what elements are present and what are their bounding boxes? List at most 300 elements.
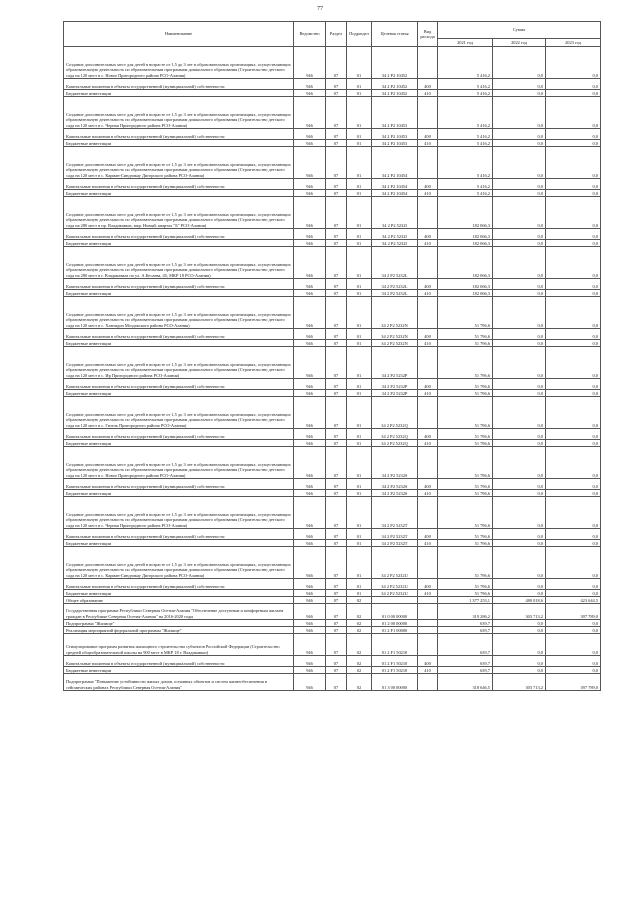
cell-2023: 0,0 (546, 497, 601, 529)
cell-target: 34 2 P2 5232T (372, 529, 418, 540)
cell-2023: 0,0 (546, 297, 601, 329)
header-dept: Ведомство (294, 22, 326, 47)
cell-subsection: 01 (347, 297, 372, 329)
cell-2023: 0,0 (546, 97, 601, 129)
cell-2023: 0,0 (546, 240, 601, 247)
cell-target: 34 2 P2 10452 (372, 79, 418, 90)
cell-2023: 0,0 (546, 547, 601, 579)
cell-expense-type: 400 (418, 656, 438, 667)
cell-2021: 639,7 (438, 620, 493, 627)
cell-name: Общее образование (64, 597, 294, 604)
cell-2021: 51 796,6 (438, 390, 493, 397)
cell-expense-type (418, 97, 438, 129)
cell-subsection: 02 (347, 627, 372, 634)
cell-dept: 946 (294, 140, 326, 147)
cell-name: Бюджетные инвестиции (64, 667, 294, 674)
cell-name: Капитальные вложения в объекты государственной (муниципальной) собственности (64, 229, 294, 240)
cell-name: Бюджетные инвестиции (64, 390, 294, 397)
cell-target: 34 2 P2 5232I (372, 229, 418, 240)
cell-dept: 946 (294, 597, 326, 604)
cell-dept: 946 (294, 447, 326, 479)
table-row (64, 529, 601, 540)
cell-2021: 51 796,6 (438, 429, 493, 440)
cell-expense-type (418, 620, 438, 627)
cell-expense-type (418, 47, 438, 79)
cell-section: 07 (326, 47, 347, 79)
cell-section: 07 (326, 340, 347, 347)
cell-dept: 946 (294, 129, 326, 140)
cell-2022: 0,0 (493, 229, 546, 240)
cell-section: 07 (326, 447, 347, 479)
cell-name: Создание дополнительных мест для детей в возрасте от 1,5 до 3 лет в образовательных организациях, осуществляющих образовательную деятельность по образовательным программам дошкольного образования (Строительство детского сада на 120 мест в с. Ир Пригородного района РСО-Алания) (64, 347, 294, 379)
cell-2021: 5 416,2 (438, 147, 493, 179)
table-row (64, 634, 601, 656)
table-row (64, 597, 601, 604)
cell-subsection: 01 (347, 340, 372, 347)
cell-dept: 946 (294, 490, 326, 497)
cell-target: 34 2 P2 5232Q (372, 429, 418, 440)
cell-expense-type: 410 (418, 290, 438, 297)
cell-2022: 0,0 (493, 347, 546, 379)
cell-name: Подпрограмма "Жилище" (64, 620, 294, 627)
cell-target: 34 2 P2 5232U (372, 590, 418, 597)
cell-section: 07 (326, 179, 347, 190)
cell-target: 34 2 P2 10453 (372, 129, 418, 140)
cell-2022: 0,0 (493, 47, 546, 79)
cell-target: 34 2 P2 5232S (372, 447, 418, 479)
cell-2023: 0,0 (546, 347, 601, 379)
cell-section: 07 (326, 290, 347, 297)
cell-2021: 51 796,6 (438, 547, 493, 579)
cell-name: Капитальные вложения в объекты государственной (муниципальной) собственности (64, 179, 294, 190)
cell-subsection: 01 (347, 529, 372, 540)
cell-section: 07 (326, 190, 347, 197)
cell-2023: 0,0 (546, 620, 601, 627)
cell-target: 34 2 P2 5232T (372, 540, 418, 547)
cell-subsection: 02 (347, 620, 372, 627)
cell-name: Капитальные вложения в объекты государственной (муниципальной) собственности (64, 529, 294, 540)
cell-name: Капитальные вложения в объекты государственной (муниципальной) собственности (64, 579, 294, 590)
cell-section: 07 (326, 147, 347, 179)
cell-2022: 0,0 (493, 129, 546, 140)
cell-subsection: 01 (347, 347, 372, 379)
cell-2022: 0,0 (493, 397, 546, 429)
cell-subsection: 01 (347, 540, 372, 547)
cell-2022: 0,0 (493, 297, 546, 329)
cell-2021: 51 796,6 (438, 479, 493, 490)
cell-subsection: 01 (347, 240, 372, 247)
cell-expense-type (418, 674, 438, 691)
cell-2021: 5 416,2 (438, 129, 493, 140)
cell-name: Стимулирование программ развития жилищного строительства субъектов Российской Федерации (Строительство средней общеобразовательной школы на 900 мест в МКР 18 г. Владикавказ) (64, 634, 294, 656)
cell-dept: 946 (294, 397, 326, 429)
budget-table (63, 21, 601, 691)
cell-dept: 946 (294, 240, 326, 247)
cell-dept: 946 (294, 590, 326, 597)
cell-expense-type: 410 (418, 590, 438, 597)
cell-expense-type: 410 (418, 340, 438, 347)
cell-subsection: 01 (347, 579, 372, 590)
cell-dept: 946 (294, 620, 326, 627)
table-row (64, 674, 601, 691)
cell-2021: 51 796,6 (438, 590, 493, 597)
cell-2022: 0,0 (493, 429, 546, 440)
cell-target: 34 2 P2 5232S (372, 490, 418, 497)
cell-expense-type (418, 497, 438, 529)
table-body (64, 47, 601, 691)
table-row (64, 329, 601, 340)
cell-target: 34 2 P2 10453 (372, 97, 418, 129)
cell-target: 34 2 P2 5232I (372, 240, 418, 247)
cell-section: 07 (326, 529, 347, 540)
cell-target: 34 2 P2 5232L (372, 279, 418, 290)
cell-expense-type (418, 297, 438, 329)
cell-name: Бюджетные инвестиции (64, 490, 294, 497)
cell-2023: 0,0 (546, 540, 601, 547)
table-row (64, 229, 601, 240)
table-row (64, 390, 601, 397)
cell-target: 34 2 P2 10454 (372, 179, 418, 190)
cell-2023: 0,0 (546, 179, 601, 190)
cell-name: Капитальные вложения в объекты государственной (муниципальной) собственности (64, 479, 294, 490)
cell-subsection: 01 (347, 79, 372, 90)
cell-expense-type: 400 (418, 379, 438, 390)
cell-section: 07 (326, 627, 347, 634)
cell-target: 34 2 P2 10453 (372, 140, 418, 147)
cell-2022: 0,0 (493, 590, 546, 597)
cell-expense-type: 400 (418, 129, 438, 140)
cell-2023: 0,0 (546, 90, 601, 97)
table-row (64, 620, 601, 627)
cell-2022: 0,0 (493, 627, 546, 634)
cell-section: 07 (326, 297, 347, 329)
cell-name: Бюджетные инвестиции (64, 540, 294, 547)
cell-name: Капитальные вложения в объекты государственной (муниципальной) собственности (64, 129, 294, 140)
cell-2022: 0,0 (493, 197, 546, 229)
cell-subsection: 01 (347, 397, 372, 429)
cell-2022: 0,0 (493, 497, 546, 529)
cell-expense-type (418, 447, 438, 479)
cell-expense-type (418, 247, 438, 279)
cell-expense-type: 400 (418, 429, 438, 440)
cell-subsection: 01 (347, 290, 372, 297)
cell-subsection: 01 (347, 179, 372, 190)
cell-2021: 1 377 253,1 (438, 597, 493, 604)
cell-dept: 946 (294, 297, 326, 329)
cell-section: 07 (326, 440, 347, 447)
cell-2022: 0,0 (493, 240, 546, 247)
cell-target: 01 2 F1 50210 (372, 656, 418, 667)
cell-expense-type: 410 (418, 240, 438, 247)
table-row (64, 129, 601, 140)
cell-subsection: 01 (347, 329, 372, 340)
cell-expense-type: 410 (418, 390, 438, 397)
cell-expense-type: 400 (418, 279, 438, 290)
cell-2022: 480 018,6 (493, 597, 546, 604)
cell-2023: 0,0 (546, 247, 601, 279)
cell-expense-type (418, 347, 438, 379)
table-row (64, 497, 601, 529)
cell-2022: 303 713,2 (493, 674, 546, 691)
cell-2023: 0,0 (546, 440, 601, 447)
cell-target: 34 2 P2 5232P (372, 390, 418, 397)
cell-2022: 0,0 (493, 90, 546, 97)
cell-dept: 946 (294, 147, 326, 179)
cell-target: 01 2 F1 50210 (372, 634, 418, 656)
cell-subsection: 01 (347, 390, 372, 397)
cell-expense-type (418, 147, 438, 179)
cell-2023: 0,0 (546, 129, 601, 140)
cell-subsection: 02 (347, 604, 372, 620)
cell-dept: 946 (294, 579, 326, 590)
cell-target: 01 2 F1 50210 (372, 667, 418, 674)
cell-target: 01 2 F1 00000 (372, 627, 418, 634)
header-name: Наименование (64, 22, 294, 47)
cell-section: 07 (326, 479, 347, 490)
cell-2022: 0,0 (493, 479, 546, 490)
cell-dept: 946 (294, 497, 326, 529)
cell-dept: 946 (294, 279, 326, 290)
cell-2022: 0,0 (493, 656, 546, 667)
cell-name: Бюджетные инвестиции (64, 440, 294, 447)
cell-2022: 0,0 (493, 547, 546, 579)
cell-name: Капитальные вложения в объекты государственной (муниципальной) собственности (64, 656, 294, 667)
cell-2021: 318 646,5 (438, 674, 493, 691)
cell-section: 07 (326, 329, 347, 340)
header-expense-type: Вид расхода (418, 22, 438, 47)
cell-section: 07 (326, 197, 347, 229)
cell-subsection: 01 (347, 147, 372, 179)
table-row (64, 627, 601, 634)
cell-name: Создание дополнительных мест для детей в возрасте от 1,5 до 3 лет в образовательных организациях, осуществляющих образовательную деятельность по образовательным программам дошкольного образования (Строительство детского сада на 120 мест в с. Черная Пригородного района РСО-Алания) (64, 497, 294, 529)
cell-section: 07 (326, 229, 347, 240)
cell-2023: 0,0 (546, 429, 601, 440)
header-subsection: Подраздел (347, 22, 372, 47)
cell-2023: 0,0 (546, 579, 601, 590)
table-row (64, 604, 601, 620)
cell-dept: 946 (294, 340, 326, 347)
cell-2021: 51 796,6 (438, 379, 493, 390)
cell-dept: 946 (294, 290, 326, 297)
cell-subsection: 01 (347, 229, 372, 240)
cell-expense-type: 400 (418, 579, 438, 590)
cell-dept: 946 (294, 79, 326, 90)
cell-name: Реализация мероприятий федеральной программы "Жилище" (64, 627, 294, 634)
cell-section: 07 (326, 656, 347, 667)
cell-2021: 319 286,2 (438, 604, 493, 620)
cell-subsection: 01 (347, 547, 372, 579)
cell-name: Создание дополнительных мест для детей в возрасте от 1,5 до 3 лет в образовательных организациях, осуществляющих образовательную деятельность по образовательным программам дошкольного образования (Строительство детского сада на 120 мест в с. Черная Пригородного района РСО-Алания) (64, 97, 294, 129)
cell-2023: 0,0 (546, 490, 601, 497)
cell-2022: 0,0 (493, 379, 546, 390)
cell-section: 07 (326, 604, 347, 620)
cell-2023: 423 644,5 (546, 597, 601, 604)
cell-target: 34 2 P2 5232S (372, 479, 418, 490)
cell-2021: 51 796,6 (438, 329, 493, 340)
cell-target (372, 597, 418, 604)
cell-section: 07 (326, 97, 347, 129)
cell-section: 07 (326, 79, 347, 90)
cell-subsection: 01 (347, 90, 372, 97)
cell-section: 07 (326, 490, 347, 497)
cell-2021: 51 796,6 (438, 529, 493, 540)
cell-target: 01 2 00 00000 (372, 620, 418, 627)
cell-dept: 946 (294, 190, 326, 197)
cell-section: 07 (326, 279, 347, 290)
cell-expense-type (418, 397, 438, 429)
cell-expense-type: 410 (418, 540, 438, 547)
cell-2022: 0,0 (493, 329, 546, 340)
cell-subsection: 01 (347, 197, 372, 229)
cell-2021: 639,7 (438, 667, 493, 674)
cell-target: 34 2 P2 10454 (372, 190, 418, 197)
cell-name: Создание дополнительных мест для детей в возрасте от 1,5 до 3 лет в образовательных организациях, осуществляющих образовательную деятельность по образовательным программам дошкольного образования (Строительство детского сада на 120 мест в с. Новое Пригородного района РСО-Алания) (64, 47, 294, 79)
cell-target: 34 2 P2 5232Q (372, 440, 418, 447)
cell-subsection: 01 (347, 190, 372, 197)
cell-2022: 0,0 (493, 247, 546, 279)
header-2022: 2022 год (493, 39, 546, 47)
cell-name: Капитальные вложения в объекты государственной (муниципальной) собственности (64, 279, 294, 290)
cell-section: 07 (326, 90, 347, 97)
cell-name: Создание дополнительных мест для детей в возрасте от 1,5 до 3 лет в образовательных организациях, осуществляющих образовательную деятельность по образовательным программам дошкольного образования (Строительство детского сада на 120 мест в с. Новое Пригородного района РСО-Алания) (64, 447, 294, 479)
cell-2021: 5 416,2 (438, 79, 493, 90)
cell-section: 07 (326, 240, 347, 247)
cell-subsection: 01 (347, 279, 372, 290)
cell-2021: 51 796,6 (438, 497, 493, 529)
cell-name: Создание дополнительных мест для детей в возрасте от 1,5 до 3 лет в образовательных организациях, осуществляющих образовательную деятельность по образовательным программам дошкольного образования (Строительство детского сада на 280 мест в пр. Владикавказ, мкр. Новый, квартал "Б" РСО-Алания) (64, 197, 294, 229)
cell-target: 01 0 00 00000 (372, 604, 418, 620)
cell-2021: 182 066,3 (438, 229, 493, 240)
cell-subsection: 01 (347, 490, 372, 497)
cell-expense-type: 400 (418, 479, 438, 490)
cell-2023: 0,0 (546, 656, 601, 667)
table-row (64, 579, 601, 590)
cell-2021: 51 796,6 (438, 447, 493, 479)
cell-2022: 0,0 (493, 579, 546, 590)
cell-target: 34 2 P2 5232L (372, 290, 418, 297)
table-row (64, 667, 601, 674)
cell-expense-type: 400 (418, 529, 438, 540)
cell-2023: 0,0 (546, 79, 601, 90)
cell-2021: 5 416,2 (438, 97, 493, 129)
table-row (64, 340, 601, 347)
cell-2022: 0,0 (493, 440, 546, 447)
cell-expense-type: 400 (418, 229, 438, 240)
cell-name: Бюджетные инвестиции (64, 590, 294, 597)
cell-name: Бюджетные инвестиции (64, 290, 294, 297)
table-row (64, 190, 601, 197)
cell-dept: 946 (294, 379, 326, 390)
cell-2023: 0,0 (546, 340, 601, 347)
cell-dept: 946 (294, 674, 326, 691)
cell-2023: 0,0 (546, 140, 601, 147)
cell-2023: 0,0 (546, 229, 601, 240)
cell-dept: 946 (294, 229, 326, 240)
cell-subsection: 02 (347, 674, 372, 691)
page-number: 77 (317, 6, 323, 12)
cell-section: 07 (326, 429, 347, 440)
cell-2021: 51 796,6 (438, 347, 493, 379)
cell-2021: 51 796,6 (438, 579, 493, 590)
cell-section: 07 (326, 140, 347, 147)
table-row (64, 379, 601, 390)
cell-2021: 5 416,2 (438, 190, 493, 197)
table-row (64, 79, 601, 90)
cell-name: Создание дополнительных мест для детей в возрасте от 1,5 до 3 лет в образовательных организациях, осуществляющих образовательную деятельность по образовательным программам дошкольного образования (Строительство детского сада на 120 мест в с. Карман-Синдзикау Дигорского района РСО-Алания) (64, 147, 294, 179)
cell-name: Создание дополнительных мест для детей в возрасте от 1,5 до 3 лет в образовательных организациях, осуществляющих образовательную деятельность по образовательным программам дошкольного образования (Строительство детского сада на 120 мест в с. Гизель Пригородного района РСО-Алания) (64, 397, 294, 429)
header-2023: 2023 год (546, 39, 601, 47)
table-row (64, 97, 601, 129)
cell-section: 07 (326, 540, 347, 547)
cell-section: 07 (326, 547, 347, 579)
table-row (64, 590, 601, 597)
table-row (64, 147, 601, 179)
cell-section: 07 (326, 667, 347, 674)
cell-section: 07 (326, 634, 347, 656)
cell-subsection: 01 (347, 479, 372, 490)
table-row (64, 429, 601, 440)
cell-2021: 5 416,2 (438, 90, 493, 97)
header-target: Целевая статья (372, 22, 418, 47)
cell-2022: 0,0 (493, 490, 546, 497)
cell-dept: 946 (294, 479, 326, 490)
cell-2022: 0,0 (493, 540, 546, 547)
table-row (64, 540, 601, 547)
cell-target: 34 2 P2 10452 (372, 90, 418, 97)
cell-2021: 639,7 (438, 634, 493, 656)
table-row (64, 197, 601, 229)
cell-section: 07 (326, 379, 347, 390)
cell-expense-type (418, 597, 438, 604)
cell-2023: 397 789,0 (546, 604, 601, 620)
cell-2021: 182 066,3 (438, 240, 493, 247)
table-row (64, 47, 601, 79)
cell-2023: 0,0 (546, 390, 601, 397)
cell-2023: 0,0 (546, 47, 601, 79)
cell-subsection: 01 (347, 590, 372, 597)
cell-2021: 182 066,3 (438, 279, 493, 290)
header-2021: 2021 год (438, 39, 493, 47)
cell-dept: 946 (294, 540, 326, 547)
cell-dept: 946 (294, 329, 326, 340)
cell-name: Создание дополнительных мест для детей в возрасте от 1,5 до 3 лет в образовательных организациях, осуществляющих образовательную деятельность по образовательным программам дошкольного образования (Строительство детского сада на 120 мест в с. Хазнидон Моздокского района РСО-Алания) (64, 297, 294, 329)
table-row (64, 240, 601, 247)
cell-2022: 0,0 (493, 140, 546, 147)
cell-expense-type (418, 197, 438, 229)
cell-target: 34 2 P2 5232N (372, 340, 418, 347)
table-row (64, 397, 601, 429)
cell-target: 34 2 P2 5232U (372, 579, 418, 590)
cell-name: Капитальные вложения в объекты государственной (муниципальной) собственности (64, 379, 294, 390)
table-row (64, 247, 601, 279)
header-section: Раздел (326, 22, 347, 47)
cell-target: 34 2 P2 5232I (372, 197, 418, 229)
cell-2022: 0,0 (493, 79, 546, 90)
cell-2022: 0,0 (493, 179, 546, 190)
cell-2022: 0,0 (493, 190, 546, 197)
cell-2023: 0,0 (546, 329, 601, 340)
cell-name: Бюджетные инвестиции (64, 340, 294, 347)
cell-2023: 0,0 (546, 290, 601, 297)
table-row (64, 440, 601, 447)
cell-subsection: 01 (347, 497, 372, 529)
cell-2022: 0,0 (493, 390, 546, 397)
cell-expense-type (418, 604, 438, 620)
cell-dept: 946 (294, 667, 326, 674)
cell-target: 01 3 00 00000 (372, 674, 418, 691)
cell-subsection: 02 (347, 634, 372, 656)
cell-subsection: 02 (347, 656, 372, 667)
